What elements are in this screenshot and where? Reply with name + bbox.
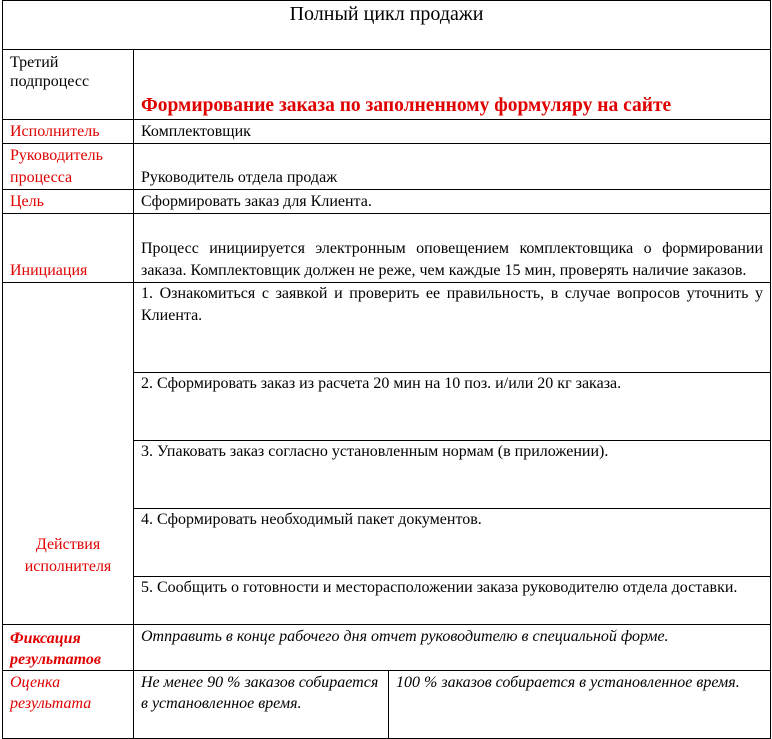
initiation-row <box>3 214 771 283</box>
process-table <box>2 0 771 739</box>
actions-label: Действия исполнителя <box>3 283 134 625</box>
executor-label: Исполнитель <box>3 120 134 144</box>
table-title: Полный цикл продажи <box>3 1 771 50</box>
executor-value: Комплектовщик <box>134 120 771 144</box>
subprocess-label: Третий подпроцесс <box>3 50 134 120</box>
initiation-value: Процесс инициируется электронным оповещением комплектовщика о формировании заказа. Комплектовщик должен не реже, чем каждые 15 мин, проверять наличие заказов. <box>134 214 771 283</box>
initiation-label: Инициация <box>3 214 134 283</box>
subprocess-name: Формирование заказа по заполненному формуляру на сайте <box>134 50 771 120</box>
process-owner-row <box>3 144 771 190</box>
evaluation-right: 100 % заказов собирается в установленное время. <box>389 671 771 739</box>
evaluation-left: Не менее 90 % заказов собирается в установленное время. <box>134 671 389 739</box>
executor-row <box>3 120 771 144</box>
goal-row <box>3 190 771 214</box>
evaluation-row <box>3 671 771 739</box>
action-step-5: 5. Сообщить о готовности и месторасположении заказа руководителю отдела доставки. <box>134 577 771 625</box>
goal-label: Цель <box>3 190 134 214</box>
results-fixation-label: Фиксация результатов <box>3 625 134 671</box>
action-step-3: 3. Упаковать заказ согласно установленным нормам (в приложении). <box>134 441 771 509</box>
process-owner-value: Руководитель отдела продаж <box>134 144 771 190</box>
evaluation-label: Оценка результата <box>3 671 134 739</box>
action-step-4: 4. Сформировать необходимый пакет документов. <box>134 509 771 577</box>
title-row <box>3 1 771 50</box>
action-step-1: 1. Ознакомиться с заявкой и проверить ее правильность, в случае вопросов уточнить у Клиента. <box>134 283 771 373</box>
results-fixation-value: Отправить в конце рабочего дня отчет руководителю в специальной форме. <box>134 625 771 671</box>
results-fixation-row <box>3 625 771 671</box>
process-owner-label: Руководитель процесса <box>3 144 134 190</box>
goal-value: Сформировать заказ для Клиента. <box>134 190 771 214</box>
action-step-2: 2. Сформировать заказ из расчета 20 мин на 10 поз. и/или 20 кг заказа. <box>134 373 771 441</box>
subprocess-row <box>3 50 771 120</box>
action-step-row <box>3 283 771 373</box>
